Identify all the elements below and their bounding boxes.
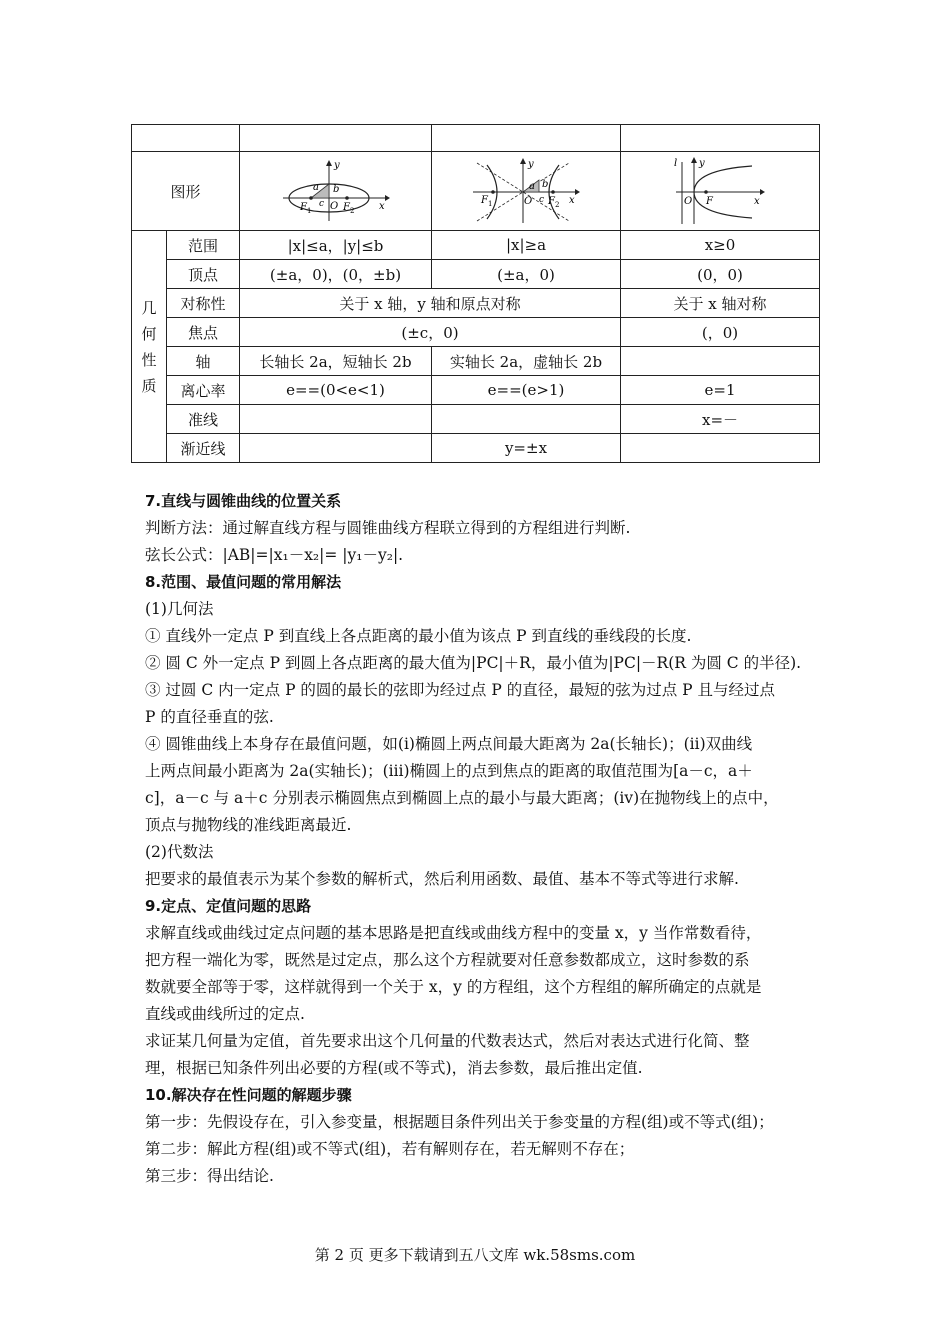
- paragraph-line: 数就要全部等于零，这样就得到一个关于 x，y 的方程组，这个方程组的解所确定的点就是: [145, 978, 762, 996]
- hyperbola-cell: y=±x: [432, 434, 621, 463]
- parabola-cell: (0，0): [621, 260, 820, 289]
- row-label: 渐近线: [167, 434, 240, 463]
- origin-label: O: [329, 201, 338, 212]
- group-label-char: 何: [141, 324, 157, 343]
- row-label: 离心率: [167, 376, 240, 405]
- group-label-char: 性: [141, 350, 157, 369]
- hyperbola-cell: e==(e>1): [432, 376, 621, 405]
- paragraph-line: 求证某几何量为定值，首先要求出这个几何量的代数表达式，然后对表达式进行化简、整: [145, 1032, 750, 1050]
- table-row: [132, 405, 820, 434]
- b-label: b: [542, 179, 549, 190]
- a-label: a: [312, 182, 319, 193]
- f1-label: F: [299, 202, 307, 213]
- hyperbola-cell: (±a，0): [432, 260, 621, 289]
- paragraph-line: 第三步：得出结论.: [145, 1167, 274, 1185]
- paragraph-line: 求解直线或曲线过定点问题的基本思路是把直线或曲线方程中的变量 x，y 当作常数看待，: [145, 924, 762, 942]
- paragraph-line: 理，根据已知条件列出必要的方程(或不等式)，消去参数，最后推出定值.: [145, 1059, 643, 1077]
- paragraph-line: 判断方法：通过解直线方程与圆锥曲线方程联立得到的方程组进行判断.: [145, 519, 631, 537]
- origin-label: O: [684, 196, 693, 207]
- f2-subscript: 2: [555, 201, 560, 209]
- parabola-cell: x=－: [621, 405, 820, 434]
- ellipse-cell: [240, 434, 432, 463]
- section-heading: 10.解决存在性问题的解题步骤: [145, 1086, 352, 1104]
- parabola-figure: [670, 156, 770, 226]
- hyperbola-cell: [432, 405, 621, 434]
- x-axis-arrow: [385, 195, 390, 201]
- f2-label: F: [548, 196, 555, 207]
- row-label: 准线: [167, 405, 240, 434]
- paragraph-line: 第一步：先假设存在，引入参变量，根据题目条件列出关于参变量的方程(组)或不等式(组)；: [145, 1113, 774, 1131]
- hyperbola-figure: [471, 157, 581, 225]
- paragraph-line: 顶点与抛物线的准线距离最近.: [145, 816, 352, 834]
- f2-label: F: [342, 202, 350, 213]
- header-cell: [621, 125, 820, 152]
- parabola-cell: x≥0: [621, 231, 820, 260]
- row-label: 对称性: [167, 289, 240, 318]
- shared-cell: (±c，0): [240, 318, 621, 347]
- ellipse-cell: (±a，0)，(0，±b): [240, 260, 432, 289]
- ellipse-figure-cell: [240, 152, 432, 231]
- header-cell: [132, 125, 240, 152]
- table-row: [132, 376, 820, 405]
- section-heading: 7.直线与圆锥曲线的位置关系: [145, 492, 342, 510]
- table-row: [132, 289, 820, 318]
- c-label: c: [318, 199, 324, 209]
- paragraph-line: ④ 圆锥曲线上本身存在最值问题，如(ⅰ)椭圆上两点间最大距离为 2a(长轴长)；(ⅱ)双曲线: [145, 735, 753, 753]
- header-cell: [432, 125, 621, 152]
- x-axis-arrow: [575, 189, 580, 195]
- table-row: [132, 347, 820, 376]
- a-label: a: [529, 181, 535, 192]
- hyperbola-figure-cell: [432, 152, 621, 231]
- x-label: x: [378, 201, 385, 212]
- paragraph-line: 把方程一端化为零，既然是过定点，那么这个方程就要对任意参数都成立，这时参数的系: [145, 951, 750, 969]
- header-cell: [240, 125, 432, 152]
- c-label: c: [539, 195, 545, 205]
- ellipse-cell: e==(0<e<1): [240, 376, 432, 405]
- paragraph-line: ① 直线外一定点 P 到直线上各点距离的最小值为该点 P 到直线的垂线段的长度.: [145, 627, 692, 645]
- paragraph-line: 弦长公式：|AB|=|x₁－x₂|= |y₁－y₂|.: [145, 546, 404, 564]
- table-row: [132, 231, 820, 260]
- x-label: x: [569, 195, 575, 206]
- b-label: b: [332, 184, 339, 195]
- parabola-cell: [621, 347, 820, 376]
- table-row: [132, 434, 820, 463]
- body-text: [145, 488, 815, 1190]
- ellipse-figure: [281, 159, 391, 223]
- row-label: 轴: [167, 347, 240, 376]
- ellipse-cell: |x|≤a，|y|≤b: [240, 231, 432, 260]
- x-label: x: [754, 196, 760, 207]
- paragraph-line: ② 圆 C 外一定点 P 到圆上各点距离的最大值为|PC|＋R，最小值为|PC|－R(R 为圆 C 的半径).: [145, 654, 802, 672]
- table-row: [132, 260, 820, 289]
- row-label: 范围: [167, 231, 240, 260]
- y-axis-arrow: [520, 158, 526, 164]
- parabola-figure-cell: [621, 152, 820, 231]
- directrix-label: l: [674, 158, 678, 169]
- section-heading: 8.范围、最值问题的常用解法: [145, 573, 342, 591]
- paragraph-line: (2)代数法: [145, 843, 214, 861]
- hyperbola-cell: 实轴长 2a，虚轴长 2b: [432, 347, 621, 376]
- y-label: y: [699, 158, 705, 169]
- focus-point: [551, 190, 555, 194]
- figure-row-label: 图形: [132, 152, 240, 231]
- parabola-cell: e=1: [621, 376, 820, 405]
- conic-properties-table: [131, 124, 820, 463]
- group-label-char: 几: [141, 298, 157, 317]
- paragraph-line: (1)几何法: [145, 600, 214, 618]
- group-label-char: 质: [141, 376, 157, 395]
- y-axis-arrow: [691, 157, 697, 163]
- f1-label: F: [481, 195, 488, 206]
- parabola-cell: 关于 x 轴对称: [621, 289, 820, 318]
- paragraph-line: P 的直径垂直的弦.: [145, 708, 274, 726]
- row-label: 顶点: [167, 260, 240, 289]
- section-heading: 9.定点、定值问题的思路: [145, 897, 312, 915]
- shared-cell: 关于 x 轴，y 轴和原点对称: [240, 289, 621, 318]
- paragraph-line: 第二步：解此方程(组)或不等式(组)，若有解则存在，若无解则不存在；: [145, 1140, 635, 1158]
- focus-point: [309, 196, 313, 200]
- group-label: [132, 231, 167, 463]
- figure-row: [132, 152, 820, 231]
- f1-subscript: 1: [488, 200, 493, 208]
- paragraph-line: 直线或曲线所过的定点.: [145, 1005, 305, 1023]
- y-label: y: [528, 159, 534, 170]
- page-footer: 第 2 页 更多下载请到五八文库 wk.58sms.com: [314, 1246, 636, 1264]
- paragraph-line: ③ 过圆 C 内一定点 P 的圆的最长的弦即为经过点 P 的直径，最短的弦为过点 P 且与经过点: [145, 681, 775, 699]
- hyperbola-cell: |x|≥a: [432, 231, 621, 260]
- row-label: 焦点: [167, 318, 240, 347]
- paragraph-line: 上两点间最小距离为 2a(实轴长)；(ⅲ)椭圆上的点到焦点的距离的取值范围为[a－c，a＋: [145, 762, 753, 780]
- focus-point: [491, 190, 495, 194]
- table-header-row: [132, 125, 820, 152]
- y-label: y: [333, 160, 340, 171]
- focus-point: [704, 190, 708, 194]
- focus-point: [345, 196, 349, 200]
- ellipse-cell: [240, 405, 432, 434]
- f2-subscript: 2: [349, 207, 354, 215]
- origin-label: O: [524, 196, 533, 207]
- focus-label: F: [706, 196, 713, 207]
- x-axis-arrow: [760, 189, 765, 195]
- table-row: [132, 318, 820, 347]
- parabola-cell: [621, 434, 820, 463]
- y-axis-arrow: [326, 160, 332, 166]
- ellipse-cell: 长轴长 2a，短轴长 2b: [240, 347, 432, 376]
- parabola-cell: (，0): [621, 318, 820, 347]
- f1-subscript: 1: [306, 207, 311, 215]
- paragraph-line: c]，a－c 与 a＋c 分别表示椭圆焦点到椭圆上点的最小与最大距离；(ⅳ)在抛物线上的点中，: [145, 789, 779, 807]
- paragraph-line: 把要求的最值表示为某个参数的解析式，然后利用函数、最值、基本不等式等进行求解.: [145, 870, 739, 888]
